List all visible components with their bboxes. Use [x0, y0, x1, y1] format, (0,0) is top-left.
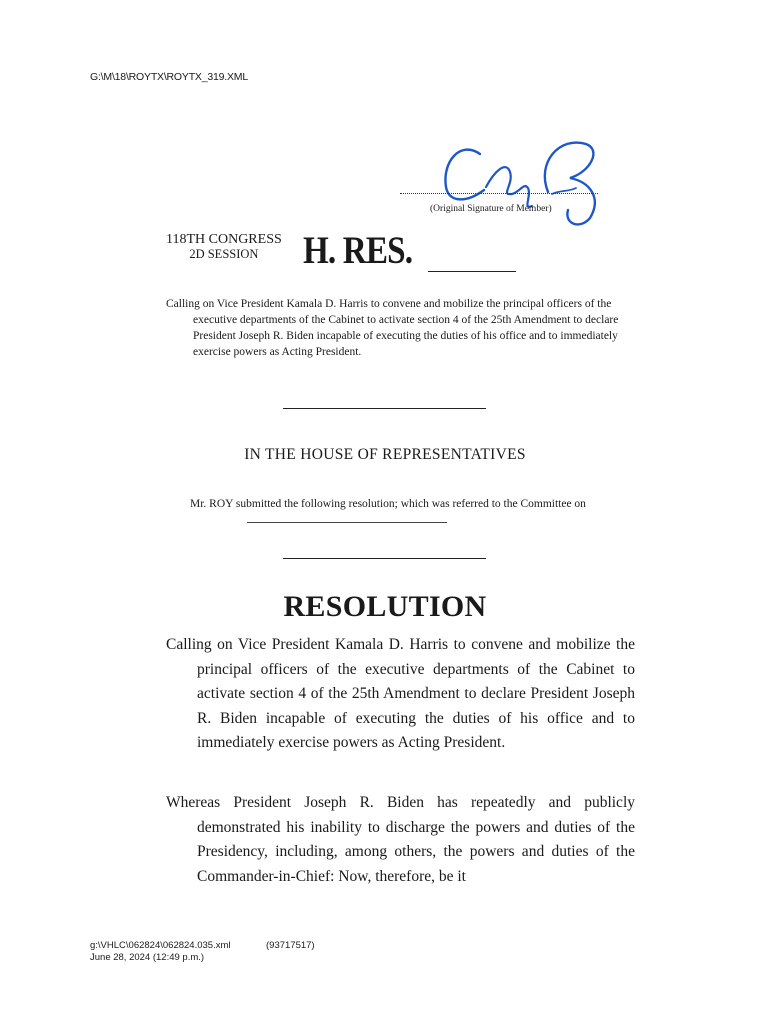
signature-caption: (Original Signature of Member): [430, 204, 552, 214]
session-label: 2D SESSION: [189, 247, 259, 261]
footer: [90, 940, 315, 964]
divider: [283, 408, 486, 409]
footer-path: g:\VHLC\062824\062824.035.xml: [90, 940, 231, 951]
member-signature: [440, 132, 605, 232]
submission-statement: [190, 496, 644, 528]
footer-code: (93717517): [266, 940, 315, 951]
file-path: G:\M\18\ROYTX\ROYTX_319.XML: [90, 71, 248, 83]
whereas-clause: Whereas President Joseph R. Biden has repeatedly and publicly demonstrated his inability to discharge the powers and duties of the Presidency, including, among others, the powers and duties of the Commander-in-Chief: Now, therefore, be it: [166, 794, 635, 885]
divider: [283, 558, 486, 559]
footer-date: June 28, 2024 (12:49 p.m.): [90, 952, 205, 963]
congress-session: [166, 233, 282, 261]
resolution-heading: RESOLUTION: [283, 590, 487, 623]
house-heading: IN THE HOUSE OF REPRESENTATIVES: [244, 446, 526, 463]
signature-line: [400, 193, 598, 194]
bill-type: H. RES.: [303, 229, 413, 272]
bill-number-blank: [428, 271, 516, 272]
submission-text: Mr. ROY submitted the following resolution; which was referred to the Committee on: [190, 498, 586, 510]
committee-blank: [247, 512, 447, 523]
congress-label: 118TH CONGRESS: [166, 232, 282, 247]
long-title: Calling on Vice President Kamala D. Harris to convene and mobilize the principal officers of the executive departments of the Cabinet to activate section 4 of the 25th Amendment to declare President Joseph R. Biden incapable of executing the duties of his office and to immediately exercise powers as Acting President.: [166, 636, 635, 751]
short-title: Calling on Vice President Kamala D. Harris to convene and mobilize the principal officers of the executive departments of the Cabinet to activate section 4 of the 25th Amendment to declare President Joseph R. Biden incapable of executing the duties of his office and to immediately exercise powers as Acting President.: [166, 298, 619, 358]
